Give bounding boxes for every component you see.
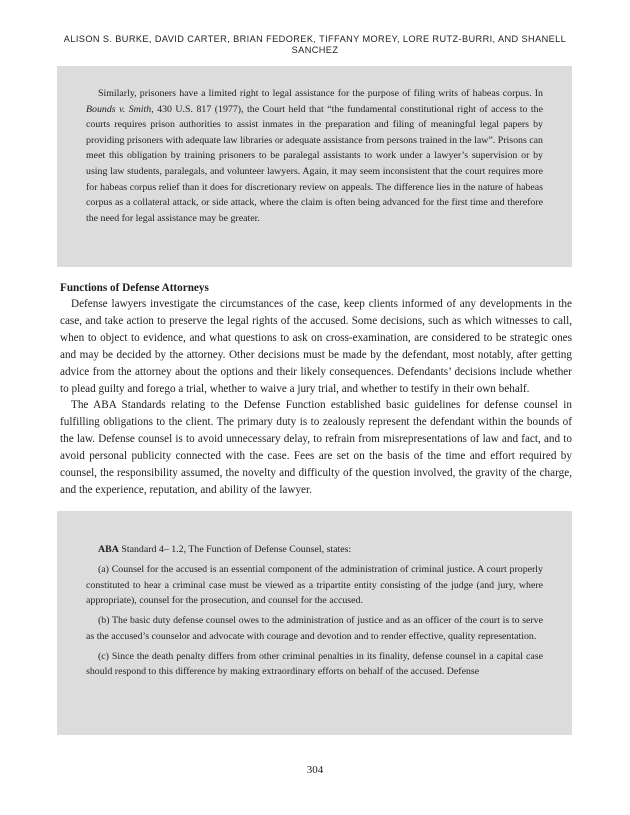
standard-intro-bold: ABA — [98, 544, 119, 555]
main-section — [60, 280, 572, 499]
case-name: Bounds v. Smith — [86, 103, 152, 115]
box-paragraph — [86, 86, 543, 226]
standard-intro-rest: Standard 4– 1.2, The Function of Defense Counsel, states: — [118, 544, 352, 555]
page-number: 304 — [306, 764, 324, 776]
sidebar-box-habeas-corpus — [57, 66, 572, 267]
body-paragraph-2: The ABA Standards relating to the Defense Function established basic guidelines for defense counsel in fulfilling obligations to the client. The primary duty is to zealously represent the defendant within the bounds of the law. Defense counsel is to avoid unnecessary delay, to refrain from misrepresentations of law and fact, and to avoid personal publicity connected with the case. Fees are set on the basis of the time and effort required by counsel, the responsibility assumed, the novelty and difficulty of the question involved, the gravity of the charge, and the experience, reputation, and ability of the lawyer. — [60, 399, 572, 496]
section-heading: Functions of Defense Attorneys — [60, 282, 209, 294]
standard-item-a: (a) Counsel for the accused is an essential component of the administration of criminal justice. A court properly constituted to hear a criminal case must be viewed as a tripartite entity consisting of the judge (and jury, where appropriate), counsel for the prosecution, and counsel for the accused. — [86, 564, 543, 607]
box-paragraph-text-a: Similarly, prisoners have a limited right to legal assistance for the purpose of filing writs of habeas corpus. In — [98, 88, 543, 99]
standard-intro — [86, 542, 543, 558]
running-header: ALISON S. BURKE, DAVID CARTER, BRIAN FEDOREK, TIFFANY MOREY, LORE RUTZ-BURRI, AND SHANELL SANCHEZ — [63, 34, 567, 55]
body-paragraph-1: Defense lawyers investigate the circumstances of the case, keep clients informed of any developments in the case, and take action to preserve the legal rights of the accused. Some decisions, such as which witnesses to call, when to object to evidence, and what questions to ask on cross-examination, are considered to be strategic ones and may be decided by the attorney. Other decisions must be made by the defendant, most notably, after getting advice from the attorney about the options and their likely consequences. Defendants’ decisions include whether to plead guilty and forego a trial, whether to waive a jury trial, and whether to testify in their own behalf. — [60, 298, 572, 395]
sidebar-box-aba-standard — [57, 511, 572, 735]
standard-item-b: (b) The basic duty defense counsel owes to the administration of justice and as an officer of the court is to serve as the accused’s counselor and advocate with courage and devotion and to render effective, quality representation. — [86, 615, 543, 642]
standard-item-c: (c) Since the death penalty differs from other criminal penalties in its finality, defense counsel in a capital case should respond to this difference by making extraordinary efforts on behalf of the accused. Defense — [86, 650, 543, 678]
box-paragraph-text-b: , 430 U.S. 817 (1977), the Court held that “the fundamental constitutional right of access to the courts requires prison authorities to assist inmates in the preparation and filing of meaningful legal papers by providing prisoners with adequate law libraries or adequate assistance from persons trained in the law”. Prisons can meet this obligation by training prisoners to be paralegal assistants to work under a lawyer’s supervision or by using law students, paralegals, and volunteer lawyers. Again, it may seem inconsistent that the court requires more for habeas corpus relief than it does for discretionary review on appeals. The difference lies in the nature of habeas corpus as a collateral attack, or side attack, where the claim is often being advanced for the first time and therefore the need for legal assistance may be greater. — [86, 103, 543, 224]
